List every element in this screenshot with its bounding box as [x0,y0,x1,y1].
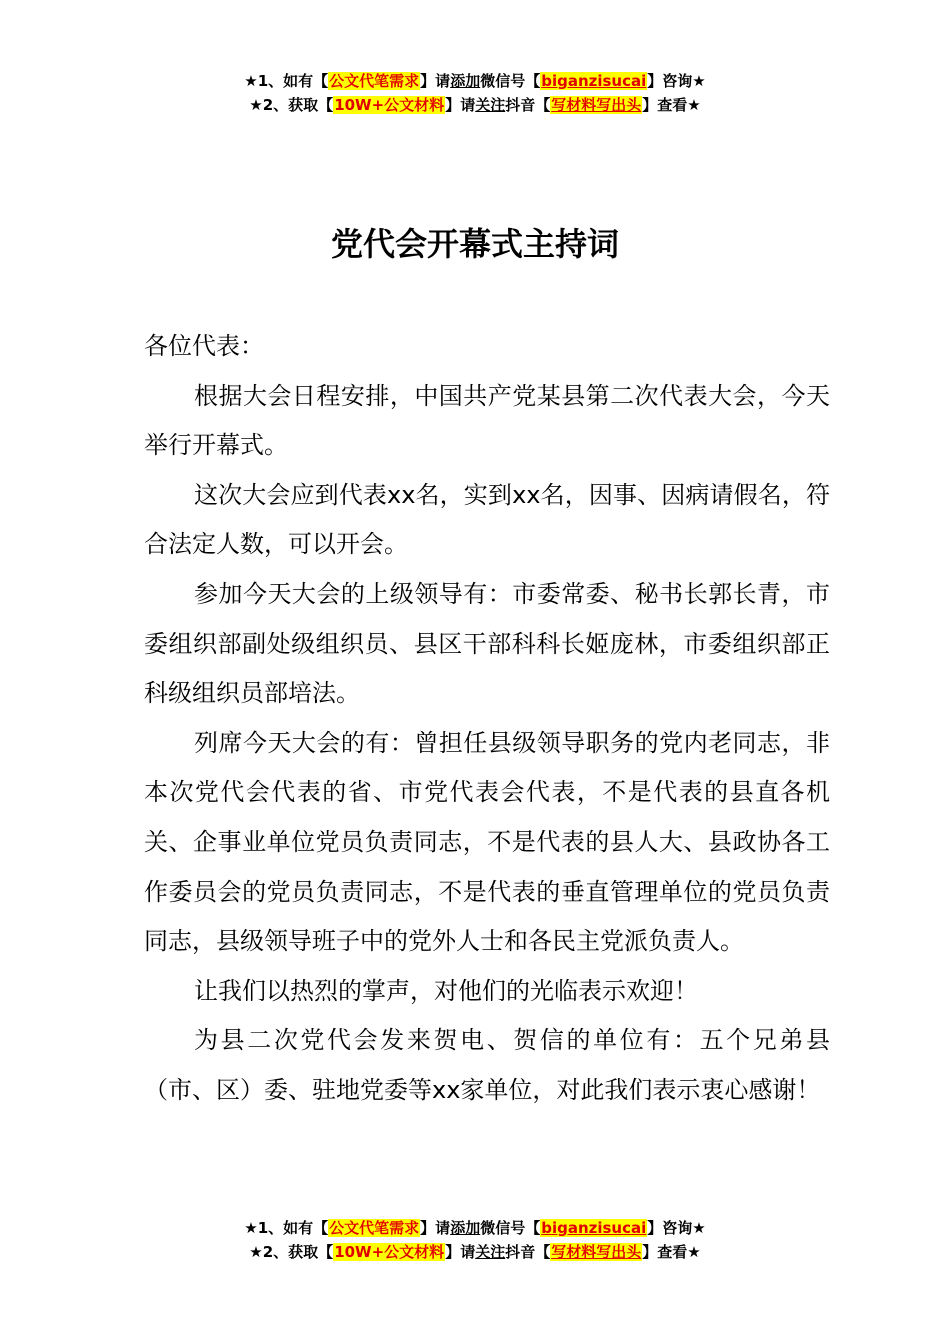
document-title: 党代会开幕式主持词 [330,225,619,263]
paragraph-observers: 列席今天大会的有：曾担任县级领导职务的党内老同志，非本次党代会代表的省、市党代表会代表，不是代表的县直各机关、企事业单位党员负责同志，不是代表的县人大、县政协各工作委员会的党员负责同志，不是代表的垂直管理单位的党员负责同志，县级领导班子中的党外人士和各民主党派负责人。 [144,728,830,956]
top-promo-banner [0,69,950,117]
materials-highlight: 10W+公文材料 [334,1243,445,1261]
paragraph-schedule: 根据大会日程安排，中国共产党某县第二次代表大会，今天举行开幕式。 [144,381,830,460]
materials-highlight: 10W+公文材料 [334,96,445,114]
promo-line-2: ★2、获取【10W+公文材料】请关注抖音【写材料写出头】查看★ [249,1243,701,1261]
douyin-account-highlight: 写材料写出头 [551,1243,642,1261]
douyin-account-highlight: 写材料写出头 [551,96,642,114]
paragraph-congratulations: 为县二次党代会发来贺电、贺信的单位有：五个兄弟县（市、区）委、驻地党委等xx家单位，对此我们表示衷心感谢！ [144,1026,830,1104]
paragraph-welcome: 让我们以热烈的掌声，对他们的光临表示欢迎！ [194,976,698,1005]
service-highlight: 公文代笔需求 [329,72,420,90]
service-highlight: 公文代笔需求 [329,1219,420,1237]
promo-line-2: ★2、获取【10W+公文材料】请关注抖音【写材料写出头】查看★ [249,96,701,114]
wechat-id-highlight: biganzisucai [541,72,647,90]
promo-line-1: ★1、如有【公文代笔需求】请添加微信号【biganzisucai】咨询★ [244,72,706,90]
promo-line-1: ★1、如有【公文代笔需求】请添加微信号【biganzisucai】咨询★ [244,1219,706,1237]
wechat-id-highlight: biganzisucai [541,1219,647,1237]
salutation: 各位代表： [144,332,264,360]
bottom-promo-banner [0,1216,950,1264]
paragraph-attendance: 这次大会应到代表xx名，实到xx名，因事、因病请假名，符合法定人数，可以开会。 [144,480,830,559]
document-body [144,322,830,1116]
paragraph-leaders: 参加今天大会的上级领导有：市委常委、秘书长郭长青，市委组织部副处级组织员、县区干部科科长姬庞林，市委组织部正科级组织员部培法。 [144,579,830,708]
